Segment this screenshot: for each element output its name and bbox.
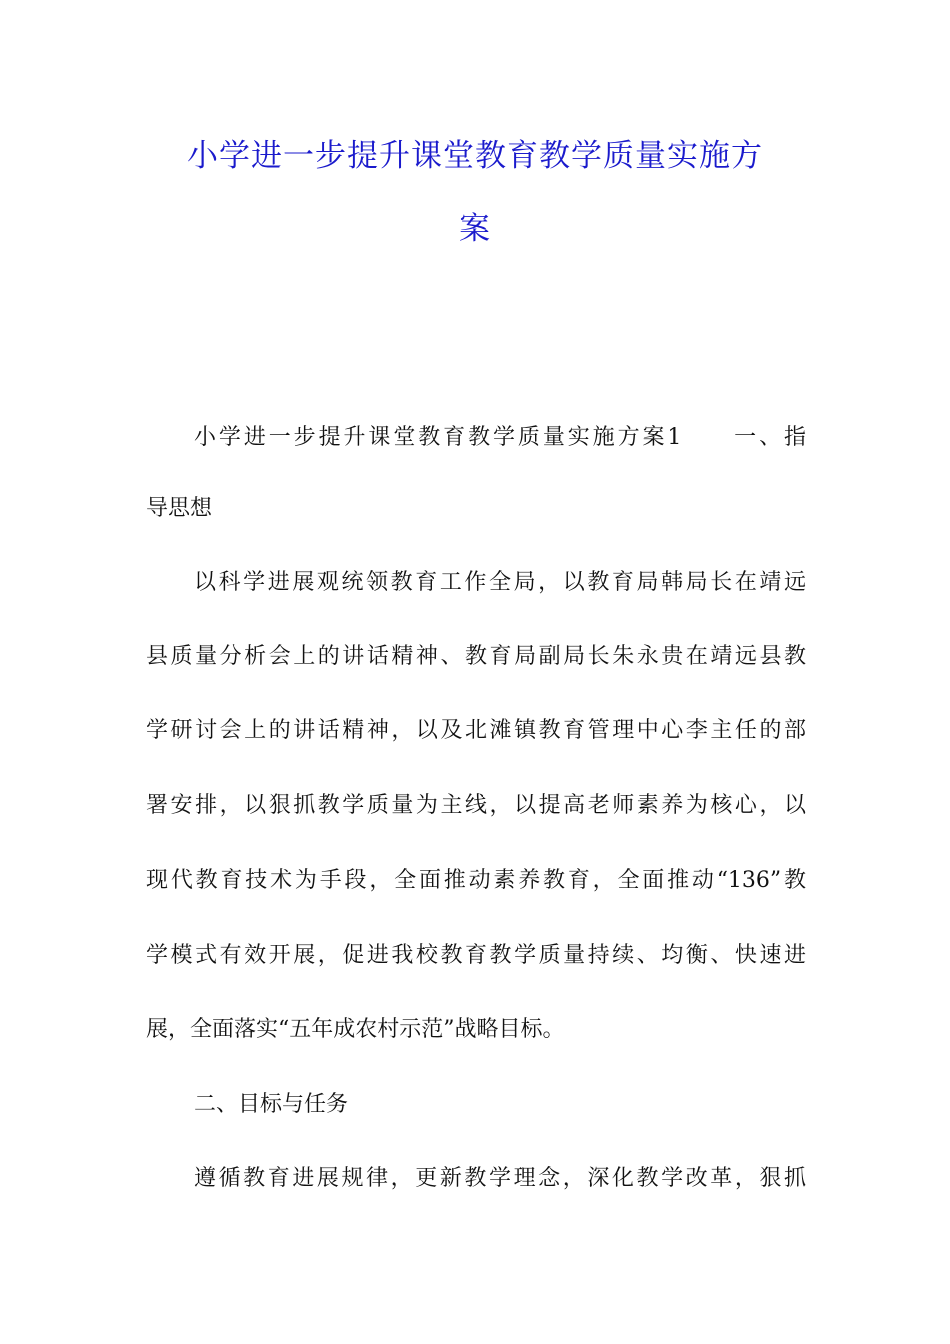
paragraph-line: 学模式有效开展，促进我校教育教学质量持续、均衡、快速进: [146, 943, 806, 968]
paragraph-line: 现代教育技术为手段，全面推动素养教育，全面推动“136”教: [146, 868, 806, 893]
document-title-line-1: 小学进一步提升课堂教育教学质量实施方: [187, 138, 763, 174]
paragraph-line: 遵循教育进展规律，更新教学理念，深化教学改革，狠抓: [194, 1166, 806, 1191]
document-title-line-2: 案: [459, 211, 491, 247]
paragraph-line: 学研讨会上的讲话精神，以及北滩镇教育管理中心李主任的部: [146, 718, 806, 743]
paragraph-line: 小学进一步提升课堂教育教学质量实施方案1 一、指: [194, 425, 806, 450]
paragraph-line: 以科学进展观统领教育工作全局，以教育局韩局长在靖远: [194, 570, 806, 595]
section-heading: 二、目标与任务: [194, 1092, 349, 1117]
paragraph-line: 展，全面落实“五年成农村示范”战略目标。: [146, 1017, 565, 1042]
paragraph-line: 导思想: [146, 496, 213, 521]
paragraph-line: 署安排，以狠抓教学质量为主线，以提高老师素养为核心，以: [146, 793, 806, 818]
paragraph-line: 县质量分析会上的讲话精神、教育局副局长朱永贵在靖远县教: [146, 644, 806, 669]
